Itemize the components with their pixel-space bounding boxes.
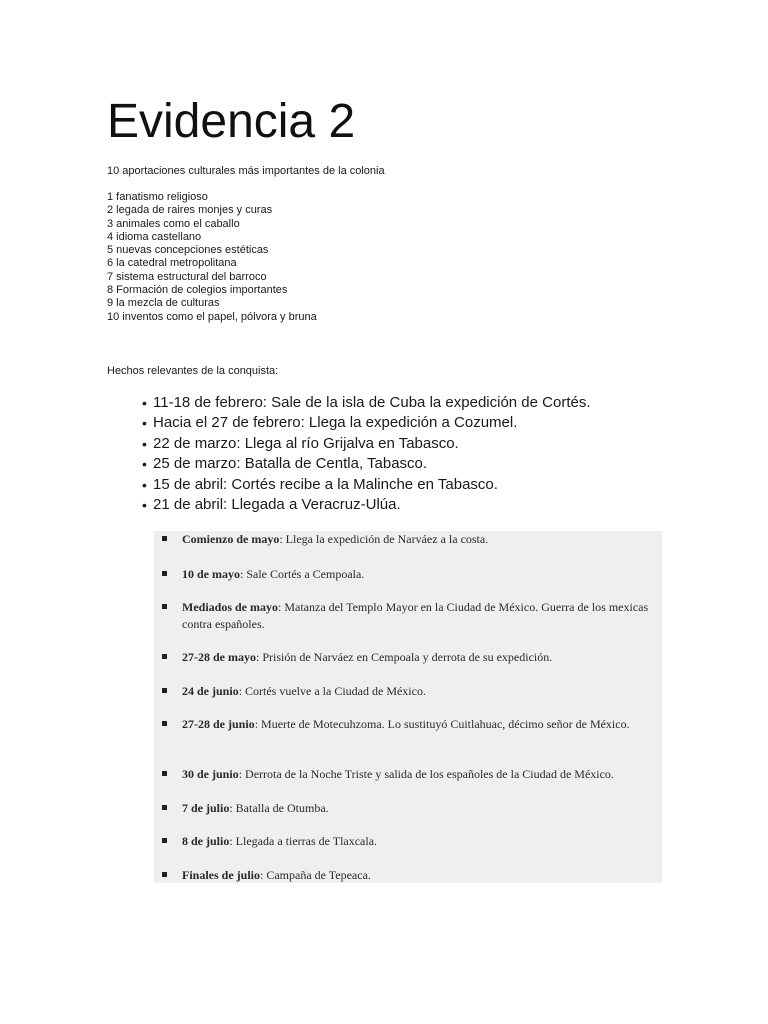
- event-text: : Muerte de Motecuhzoma. Lo sustituyó Cuitlahuac, décimo señor de México.: [254, 717, 630, 731]
- event-date: Comienzo de mayo: [182, 532, 280, 546]
- event-date: 7 de julio: [182, 801, 230, 815]
- list-item: [182, 531, 660, 548]
- contributions-list: [107, 191, 317, 324]
- later-events-box: [154, 531, 662, 883]
- conquest-events-list: [142, 393, 591, 515]
- event-date: 10 de mayo: [182, 567, 240, 581]
- list-item: [182, 649, 660, 666]
- event-text: : Matanza del Templo Mayor en la Ciudad de México. Guerra de los mexicas contra españoles.: [182, 600, 649, 631]
- list-item: • 22 de marzo: Llega al río Grijalva en Tabasco.: [142, 434, 591, 454]
- event-text: : Derrota de la Noche Triste y salida de los españoles de la Ciudad de México.: [238, 767, 614, 781]
- event-date: 30 de junio: [182, 767, 239, 781]
- list-item: [182, 766, 660, 783]
- list-item: 4 idioma castellano: [107, 230, 202, 243]
- list-item: 6 la catedral metropolitana: [107, 257, 237, 270]
- list-item: • Hacia el 27 de febrero: Llega la expedición a Cozumel.: [142, 413, 591, 433]
- event-date: Mediados de mayo: [182, 600, 278, 614]
- event-text: : Cortés vuelve a la Ciudad de México.: [238, 684, 426, 698]
- event-text: : Campaña de Tepeaca.: [260, 868, 371, 882]
- list-item: [182, 800, 660, 817]
- list-item: • 21 de abril: Llegada a Veracruz-Ulúa.: [142, 495, 591, 515]
- list-item: • 15 de abril: Cortés recibe a la Malinche en Tabasco.: [142, 475, 591, 495]
- list-item: [182, 599, 660, 633]
- section-heading: Hechos relevantes de la conquista:: [107, 365, 279, 377]
- list-item: 8 Formación de colegios importantes: [107, 284, 288, 297]
- event-date: 27-28 de mayo: [182, 650, 256, 664]
- list-item: [182, 716, 660, 733]
- list-item: 1 fanatismo religioso: [107, 191, 208, 203]
- page-title: Evidencia 2: [107, 95, 356, 148]
- list-item: • 11-18 de febrero: Sale de la isla de Cuba la expedición de Cortés.: [142, 393, 591, 413]
- event-text: : Prisión de Narváez en Cempoala y derrota de su expedición.: [256, 650, 553, 664]
- list-item: [182, 566, 660, 583]
- list-item: 5 nuevas concepciones estéticas: [107, 244, 269, 257]
- subtitle: 10 aportaciones culturales más importantes de la colonia: [107, 165, 385, 177]
- event-date: 27-28 de junio: [182, 717, 255, 731]
- event-text: : Llegada a tierras de Tlaxcala.: [229, 834, 378, 848]
- list-item: [182, 833, 660, 850]
- list-item: 2 legada de raires monjes y curas: [107, 204, 273, 217]
- list-item: 7 sistema estructural del barroco: [107, 270, 267, 283]
- list-item: [182, 683, 660, 700]
- event-text: : Sale Cortés a Cempoala.: [240, 567, 365, 581]
- event-date: Finales de julio: [182, 868, 261, 882]
- list-item: • 25 de marzo: Batalla de Centla, Tabasco.: [142, 454, 591, 474]
- event-date: 24 de junio: [182, 684, 239, 698]
- event-text: : Batalla de Otumba.: [229, 801, 329, 815]
- list-item: 9 la mezcla de culturas: [107, 297, 220, 310]
- list-item: 10 inventos como el papel, pólvora y bruna: [107, 310, 317, 323]
- list-item: [182, 867, 660, 884]
- list-item: 3 animales como el caballo: [107, 217, 240, 230]
- event-date: 8 de julio: [182, 834, 230, 848]
- event-text: : Llega la expedición de Narváez a la costa.: [279, 532, 489, 546]
